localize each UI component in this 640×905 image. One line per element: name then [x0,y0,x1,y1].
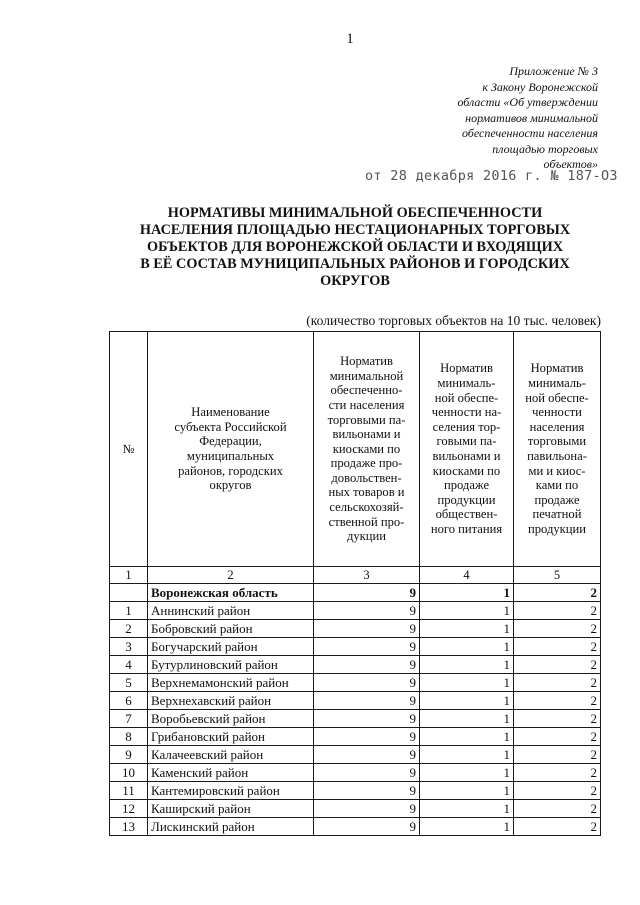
title-line: НАСЕЛЕНИЯ ПЛОЩАДЬЮ НЕСТАЦИОНАРНЫХ ТОРГОВЫХ [139,222,571,238]
norm-catering-kiosks: 1 [420,602,514,620]
unit-note: (количество торговых объектов на 10 тыс. человек) [306,313,601,328]
norm-catering-kiosks: 1 [420,764,514,782]
header-text: округов [209,478,252,493]
header-cell [110,332,148,567]
norm-catering-kiosks: 1 [420,818,514,836]
norm-food-kiosks: 9 [314,818,420,836]
header-text: ных товаров и [328,485,405,500]
header-text: торговыми па- [327,412,406,427]
header-cell [514,332,601,567]
norm-press-kiosks: 2 [514,710,601,728]
table-row [110,764,601,782]
district-name: Бутурлиновский район [148,656,314,674]
norm-catering-kiosks: 1 [420,800,514,818]
header-text: сти населения [328,397,405,412]
norm-food-kiosks: 9 [314,602,420,620]
title-line: НОРМАТИВЫ МИНИМАЛЬНОЙ ОБЕСПЕЧЕННОСТИ [167,205,543,221]
table-row [110,746,601,764]
header-text: продукции [527,521,586,536]
row-number: 10 [110,764,148,782]
appendix-line: нормативов минимальной [465,110,598,125]
norm-press-kiosks: 2 [514,782,601,800]
district-name: Верхнемамонский район [148,674,314,692]
header-text: продаже [443,478,490,493]
norm-catering-kiosks: 1 [420,728,514,746]
header-text: населения [529,419,585,434]
district-name: Бобровский район [148,620,314,638]
table-row [110,818,601,836]
district-name: Каменский район [148,764,314,782]
norm-catering-kiosks: 1 [420,584,514,602]
appendix-note [398,64,598,173]
table-row [110,800,601,818]
header-text: продаже про- [330,456,403,471]
header-text: печатной [532,507,582,522]
header-text: Норматив [530,361,584,376]
title-line: ОБЪЕКТОВ ДЛЯ ВОРОНЕЖСКОЙ ОБЛАСТИ И ВХОДЯЩИХ [146,239,564,255]
header-text: довольствен- [331,470,402,485]
table-header-row [110,332,601,567]
header-text: павильона- [527,449,587,463]
header-text: Норматив [440,361,493,376]
norm-press-kiosks: 2 [514,800,601,818]
row-number: 5 [110,674,148,692]
header-text: обществен- [435,507,498,522]
district-name: Грибановский район [148,728,314,746]
header-text: селения тор- [432,419,501,434]
header-text: ного питания [430,521,503,536]
header-text: районов, городских [178,463,283,478]
header-text: ченности [532,405,582,420]
district-name: Верхнехавский район [148,692,314,710]
appendix-line: Приложение № 3 [509,64,598,78]
row-number: 11 [110,782,148,800]
row-number: 9 [110,746,148,764]
column-number: 4 [420,567,514,584]
appendix-line: площадью торговых [492,141,598,156]
appendix-line: области «Об утверждении [457,95,598,109]
norm-press-kiosks: 2 [514,602,601,620]
header-text: говыми па- [436,434,497,449]
norm-press-kiosks: 2 [514,620,601,638]
norm-catering-kiosks: 1 [420,620,514,638]
table-row [110,674,601,692]
norm-press-kiosks: 2 [514,764,601,782]
district-name: Лискинский район [148,818,314,836]
header-text: сельскохозяй- [329,500,404,515]
norm-food-kiosks: 9 [314,656,420,674]
norm-food-kiosks: 9 [314,584,420,602]
norm-press-kiosks: 2 [514,638,601,656]
table-row [110,656,601,674]
header-cell [420,332,514,567]
norm-catering-kiosks: 1 [420,674,514,692]
norm-catering-kiosks: 1 [420,782,514,800]
district-name: Кантемировский район [148,782,314,800]
header-text: киосками по [332,441,401,456]
header-cell [148,332,314,567]
district-name: Калачеевский район [148,746,314,764]
norm-press-kiosks: 2 [514,656,601,674]
header-cell [314,332,420,567]
header-text: Федерации, [199,434,262,449]
header-text: минималь- [437,376,496,391]
norm-food-kiosks: 9 [314,620,420,638]
header-text: ной обеспе- [434,390,499,405]
norm-press-kiosks: 2 [514,746,601,764]
row-number: 4 [110,656,148,674]
table-row [110,620,601,638]
norm-press-kiosks: 2 [514,728,601,746]
header-text: муниципальных [186,449,275,463]
norm-food-kiosks: 9 [314,800,420,818]
appendix-line: к Закону Воронежской [482,79,598,94]
header-text: киосками по [432,463,501,478]
table-row [110,602,601,620]
header-text: минималь- [528,376,586,391]
header-text: ченности на- [431,405,502,420]
row-number: 3 [110,638,148,656]
district-name: Богучарский район [148,638,314,656]
title-line: ОКРУГОВ [320,273,390,289]
header-text: продаже [534,492,580,507]
row-number: 8 [110,728,148,746]
header-text: Наименование [191,405,270,420]
column-number: 3 [314,567,420,584]
district-name: Воронежская область [148,584,314,602]
row-number: 12 [110,800,148,818]
row-number: 1 [110,602,148,620]
law-date-stamp: от 28 декабря 2016 г. № 187-ОЗ [365,168,618,184]
norm-food-kiosks: 9 [314,746,420,764]
norm-press-kiosks: 2 [514,692,601,710]
district-name: Каширский район [148,800,314,818]
norm-catering-kiosks: 1 [420,710,514,728]
row-number: 6 [110,692,148,710]
header-text: продукции [437,492,496,507]
norm-catering-kiosks: 1 [420,746,514,764]
norm-press-kiosks: 2 [514,584,601,602]
norm-catering-kiosks: 1 [420,656,514,674]
row-number: 2 [110,620,148,638]
table-row [110,692,601,710]
title-line: В ЕЁ СОСТАВ МУНИЦИПАЛЬНЫХ РАЙОНОВ И ГОРОДСКИХ [140,256,570,272]
header-text: ственной про- [328,514,405,529]
appendix-line: обеспеченности населения [461,126,598,140]
district-name: Воробьевский район [148,710,314,728]
header-text: ной обеспе- [525,390,589,405]
table-row [110,710,601,728]
page-number: 1 [346,31,354,47]
norm-catering-kiosks: 1 [420,638,514,656]
header-text: субъекта Российской [174,419,287,434]
row-number: 7 [110,710,148,728]
table-row [110,728,601,746]
column-number: 1 [110,567,148,584]
norm-press-kiosks: 2 [514,674,601,692]
norm-food-kiosks: 9 [314,674,420,692]
header-text: вильонами и [432,449,501,463]
header-text: обеспеченно- [330,383,403,398]
norm-food-kiosks: 9 [314,692,420,710]
column-number: 2 [148,567,314,584]
column-number: 5 [514,567,601,584]
document-title [110,205,600,290]
norm-food-kiosks: 9 [314,638,420,656]
appendix-line: объектов» [543,157,598,171]
column-numbers-row [110,567,601,584]
table-row [110,638,601,656]
district-name: Аннинский район [148,602,314,620]
norm-food-kiosks: 9 [314,728,420,746]
header-text: вильонами и [332,427,401,442]
norm-food-kiosks: 9 [314,710,420,728]
norm-food-kiosks: 9 [314,782,420,800]
header-text: Норматив [340,354,393,369]
header-text: № [122,441,135,456]
row-number [110,584,148,602]
norm-press-kiosks: 2 [514,818,601,836]
header-text: торговыми [527,434,587,449]
norm-food-kiosks: 9 [314,764,420,782]
header-text: минимальной [329,368,404,383]
table-row [110,782,601,800]
row-number: 13 [110,818,148,836]
norm-catering-kiosks: 1 [420,692,514,710]
table-row [110,584,601,602]
norms-table [109,331,601,836]
header-text: дукции [346,529,387,544]
header-text: ками по [535,478,579,493]
header-text: ми и киос- [528,463,586,478]
